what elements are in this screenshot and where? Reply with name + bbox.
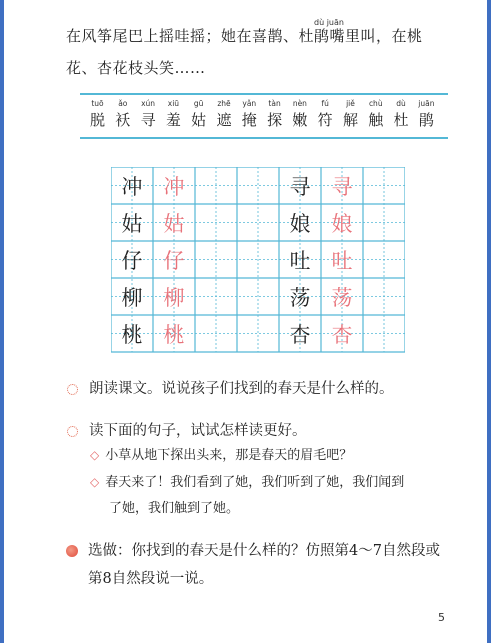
example-sentence-2 [90, 470, 404, 495]
trace-character: 冲 [163, 174, 185, 199]
vocab-pinyin: juān [418, 99, 435, 108]
exercise-2-text: 读下面的句子，试试怎样读更好。 [89, 423, 307, 439]
vocab-pinyin: tàn [268, 99, 281, 108]
trace-character: 荡 [331, 285, 353, 310]
vocab-word [187, 98, 210, 130]
vocab-character: 遮 [216, 111, 232, 129]
vocab-word [238, 98, 261, 130]
diamond-bullet-icon: ◇ [90, 448, 100, 462]
model-character: 柳 [121, 285, 143, 310]
task-line-1 [66, 537, 466, 565]
intro-line-1-text: 在风筝尾巴上摇哇摇；她在喜鹊、杜鹃嘴里叫，在桃 [66, 27, 423, 45]
page-border-right [487, 0, 491, 643]
vocab-pinyin: nèn [292, 99, 307, 108]
page-number: 5 [438, 611, 445, 624]
vocab-character: 杜 [393, 111, 409, 129]
vocab-word [288, 98, 311, 130]
read-aloud-icon [67, 426, 78, 437]
diamond-bullet-icon: ◇ [90, 475, 100, 489]
vocab-word [162, 98, 185, 130]
vocab-character: 解 [342, 111, 358, 129]
task-line-1-text: 选做：你找到的春天是什么样的？仿照第4～7自然段或 [88, 543, 440, 559]
trace-character: 仔 [163, 248, 185, 273]
vocab-pinyin: chù [368, 99, 383, 108]
vocab-word [86, 98, 109, 130]
model-character: 寻 [289, 174, 311, 199]
vocab-pinyin: dù [396, 99, 406, 108]
vocab-character: 鹃 [418, 111, 434, 129]
vocab-pinyin: xiū [167, 99, 180, 108]
vocab-character: 寻 [140, 111, 156, 129]
model-character: 杏 [289, 322, 311, 347]
vocab-pinyin: zhē [217, 99, 231, 108]
vocab-character: 嫩 [292, 111, 308, 129]
trace-character: 吐 [331, 248, 353, 273]
vocab-character: 袄 [115, 111, 131, 129]
vocab-rule-top [80, 93, 448, 95]
vocab-pinyin: xún [141, 99, 156, 108]
optional-task-icon [66, 545, 78, 557]
vocabulary-list [86, 98, 438, 130]
exercise-2 [66, 421, 307, 441]
pinyin-annotation: dù juān [314, 18, 344, 27]
vocab-character: 触 [368, 111, 384, 129]
vocab-character: 羞 [165, 111, 181, 129]
example-sentence-2-text: 春天来了！我们看到了她，我们听到了她，我们闻到 [105, 475, 405, 490]
vocab-word [339, 98, 362, 130]
vocab-pinyin: fú [321, 99, 329, 108]
trace-character: 姑 [163, 211, 185, 236]
vocab-pinyin: ǎo [118, 99, 128, 108]
vocab-word [212, 98, 235, 130]
trace-character: 娘 [331, 211, 353, 236]
trace-character: 杏 [331, 322, 353, 347]
intro-line-2: 花、杏花枝头笑…… [66, 59, 206, 77]
vocab-word [415, 98, 438, 130]
model-character: 娘 [289, 211, 311, 236]
intro-paragraph [66, 20, 466, 84]
vocab-character: 符 [317, 111, 333, 129]
vocab-pinyin: tuō [91, 99, 104, 108]
trace-character: 桃 [163, 322, 185, 347]
task-line-2: 第8自然段说一说。 [88, 571, 214, 587]
vocab-character: 脱 [89, 111, 105, 129]
model-character: 姑 [121, 211, 143, 236]
model-character: 冲 [121, 174, 143, 199]
vocab-word [263, 98, 286, 130]
writing-grid [111, 167, 405, 353]
vocab-character: 姑 [191, 111, 207, 129]
vocab-rule-bottom [80, 137, 448, 139]
vocab-word [364, 98, 387, 130]
model-character: 荡 [289, 285, 311, 310]
model-character: 桃 [121, 322, 143, 347]
example-sentence-1-text: 小草从地下探出头来，那是春天的眉毛吧？ [105, 448, 353, 463]
vocab-word [390, 98, 413, 130]
vocab-pinyin: yǎn [242, 99, 257, 108]
read-aloud-icon [67, 384, 78, 395]
exercise-1-text: 朗读课文。说说孩子们找到的春天是什么样的。 [89, 381, 394, 397]
vocab-pinyin: gū [193, 99, 204, 108]
model-character: 仔 [121, 248, 143, 273]
vocab-word [111, 98, 134, 130]
model-character: 吐 [289, 248, 311, 273]
vocab-word [314, 98, 337, 130]
intro-line-1 [66, 20, 466, 52]
exercise-1 [66, 379, 394, 399]
example-sentence-1 [90, 443, 352, 468]
example-sentence-2-cont: 了她，我们触到了她。 [109, 501, 240, 516]
vocab-character: 掩 [241, 111, 257, 129]
page-border-left [0, 0, 4, 643]
trace-character: 寻 [331, 174, 353, 199]
vocab-word [137, 98, 160, 130]
trace-character: 柳 [163, 285, 185, 310]
optional-task [66, 537, 466, 593]
vocab-character: 探 [267, 111, 283, 129]
vocab-pinyin: jiě [346, 99, 355, 108]
